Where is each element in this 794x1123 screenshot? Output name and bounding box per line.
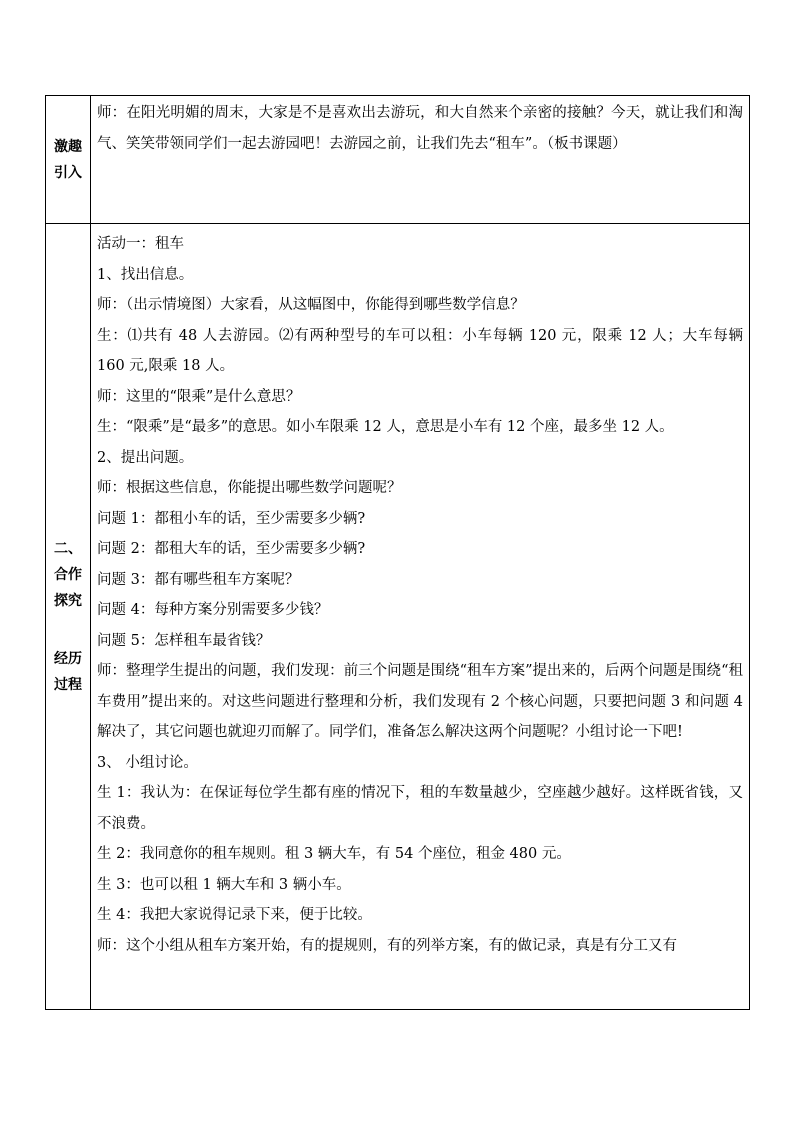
stage-label-intro — [46, 96, 91, 224]
student-line: 生 4：我把大家说得记录下来，便于比较。 — [97, 907, 372, 923]
stage-label-line: 合作 — [54, 566, 82, 583]
lesson-plan-table — [45, 95, 750, 1010]
stage-label-line: 激趣 — [54, 138, 82, 155]
teacher-line: 师：（出示情境图）大家看，从这幅图中，你能得到哪些数学信息？ — [97, 297, 525, 313]
stage-label-line: 探究 — [54, 592, 82, 609]
question-item: 问题 4：每种方案分别需要多少钱？ — [97, 602, 329, 618]
question-item: 问题 5：怎样租车最省钱？ — [97, 632, 271, 649]
student-line: 生 2：我同意你的租车规则。租 3 辆大车，有 54 个座位，租金 480 元。 — [97, 846, 571, 862]
student-line: 生：“限乘”是“最多”的意思。如小车限乘 12 人，意思是小车有 12 个座，最多坐 12 人。 — [97, 419, 674, 435]
stage-label-main — [46, 224, 91, 1010]
teacher-line: 师：根据这些信息，你能提出哪些数学问题呢？ — [97, 480, 402, 496]
teacher-line: 师：这个小组从租车方案开始，有的提规则，有的列举方案，有的做记录，真是有分工又有 — [97, 937, 677, 954]
step-heading: 2、提出问题。 — [97, 449, 194, 466]
step-heading: 3、 小组讨论。 — [97, 754, 198, 771]
stage-label-line: 过程 — [54, 676, 82, 693]
stage-label-line: 经历 — [54, 650, 82, 667]
teacher-line: 师：这里的“限乘”是什么意思？ — [97, 388, 301, 405]
question-item: 问题 2：都租大车的话，至少需要多少辆? — [97, 541, 366, 557]
activity-title: 活动一：租车 — [97, 236, 184, 252]
main-content — [91, 224, 750, 1010]
step-heading: 1、找出信息。 — [97, 266, 194, 283]
intro-paragraph: 师：在阳光明媚的周末，大家是不是喜欢出去游玩，和大自然来个亲密的接触？今天，就让我们和淘气、笑笑带领同学们一起去游园吧！去游园之前，让我们先去“租车”。（板书课题） — [97, 105, 743, 152]
main-row — [46, 224, 750, 1010]
stage-label-line: 二、 — [54, 540, 82, 557]
question-item: 问题 1：都租小车的话，至少需要多少辆? — [97, 510, 366, 527]
question-item: 问题 3：都有哪些租车方案呢？ — [97, 571, 300, 588]
intro-row — [46, 96, 750, 224]
student-line: 生 1：我认为：在保证每位学生都有座的情况下，租的车数量越少，空座越少越好。这样既省钱，又不浪费。 — [97, 785, 743, 832]
intro-content — [91, 96, 750, 224]
teacher-line: 师：整理学生提出的问题，我们发现：前三个问题是围绕“租车方案”提出来的，后两个问题是围绕“租车费用”提出来的。对这些问题进行整理和分析，我们发现有 2 个核心问题，只要把问题 3 和问题 4 解决了，其它问题也就迎刃而解了。同学们，准备怎么解决这两个问题呢？小组讨论一下吧! — [97, 663, 743, 740]
stage-label-line: 引入 — [54, 164, 82, 181]
stage-label-gap — [46, 614, 90, 646]
student-line: 生：⑴共有 48 人去游园。⑵有两种型号的车可以租：小车每辆 120 元，限乘 12 人；大车每辆 160 元,限乘 18 人。 — [97, 327, 743, 374]
student-line: 生 3：也可以租 1 辆大车和 3 辆小车。 — [97, 876, 351, 893]
